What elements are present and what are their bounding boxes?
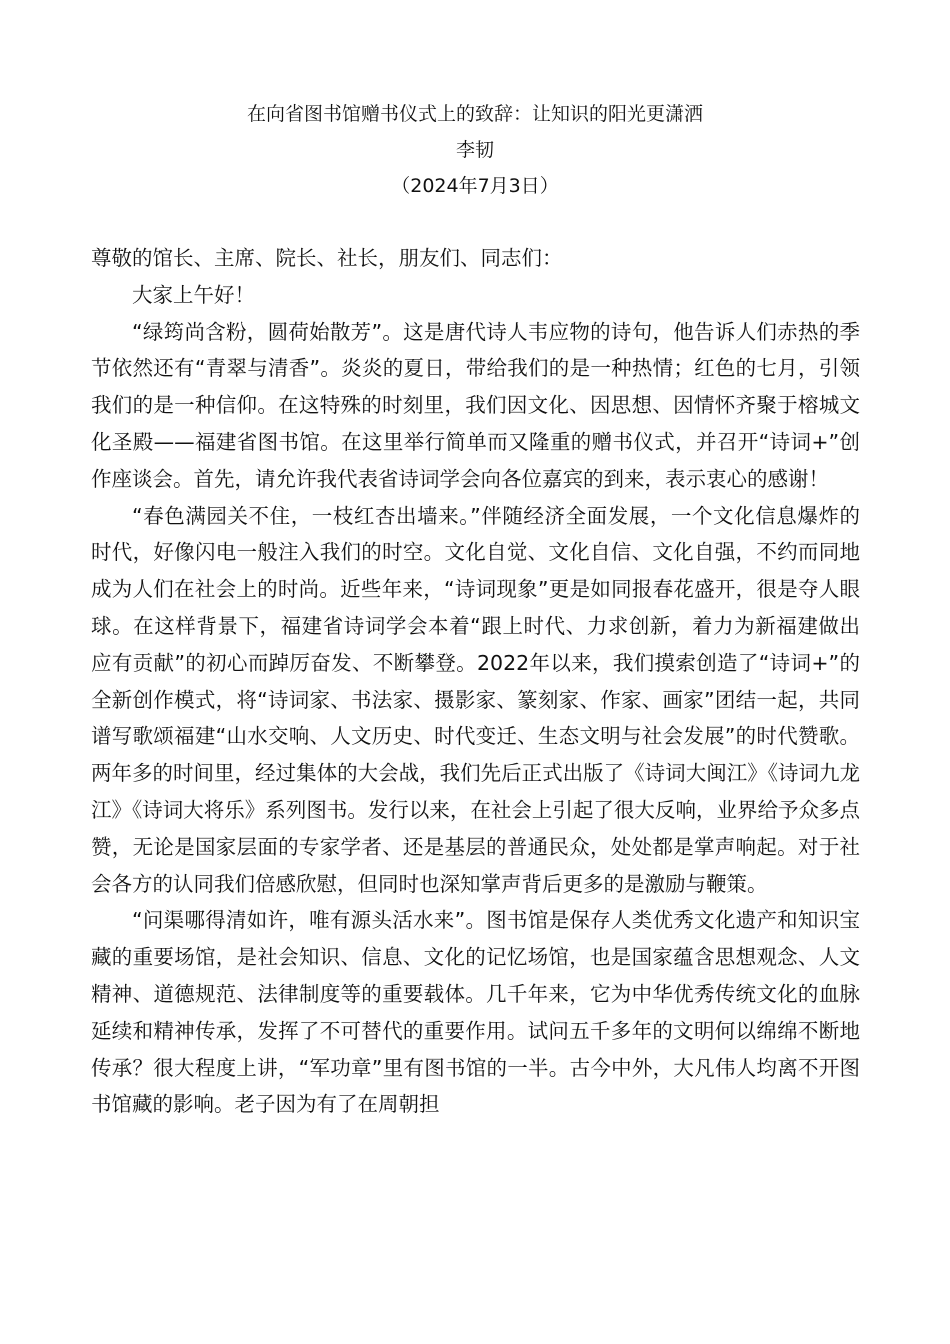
salutation: 尊敬的馆长、主席、院长、社长，朋友们、同志们： bbox=[91, 246, 563, 270]
document-author: 李韧 bbox=[455, 139, 494, 161]
paragraph-2: “春色满园关不住，一枝红杏出墙来。”伴随经济全面发展，一个文化信息爆炸的时代，好像闪电一般注入我们的时空。文化自觉、文化自信、文化自强，不约而同地成为人们在社会上的时尚。近些年来，“诗词现象”更是如同报春花盛开，很是夺人眼球。在这样背景下，福建省诗词学会本着“跟上时代、力求创新，着力为新福建做出应有贡献”的初心而踔厉奋发、不断攀登。2022年以来，我们摸索创造了“诗词+”的全新创作模式，将“诗词家、书法家、摄影家、篆刻家、作家、画家”团结一起，共同谱写歌颂福建“山水交响、人文历史、时代变迁、生态文明与社会发展”的时代赞歌。两年多的时间里，经过集体的大会战，我们先后正式出版了《诗词大闽江》《诗词九龙江》《诗词大将乐》系列图书。发行以来，在社会上引起了很大反响，业界给予众多点赞，无论是国家层面的专家学者、还是基层的普通民众，处处都是掌声响起。对于社会各方的认同我们倍感欣慰，但同时也深知掌声背后更多的是激励与鞭策。 bbox=[91, 503, 860, 896]
paragraph-3: “问渠哪得清如许，唯有源头活水来”。图书馆是保存人类优秀文化遗产和知识宝藏的重要场馆，是社会知识、信息、文化的记忆场馆，也是国家蕴含思想观念、人文精神、道德规范、法律制度等的重要载体。几千年来，它为中华优秀传统文化的血脉延续和精神传承，发挥了不可替代的重要作用。试问五千多年的文明何以绵绵不断地传承？很大程度上讲，“军功章”里有图书馆的一半。古今中外，大凡伟人均离不开图书馆藏的影响。老子因为有了在周朝担 bbox=[91, 908, 860, 1117]
document-header bbox=[0, 96, 950, 204]
document-body bbox=[91, 240, 860, 1123]
document-title: 在向省图书馆赠书仪式上的致辞：让知识的阳光更潇洒 bbox=[246, 103, 703, 125]
paragraph-1: “绿筠尚含粉，圆荷始散芳”。这是唐代诗人韦应物的诗句，他告诉人们赤热的季节依然还有“青翠与清香”。炎炎的夏日，带给我们的是一种热情；红色的七月，引领我们的是一种信仰。在这特殊的时刻里，我们因文化、因思想、因情怀齐聚于榕城文化圣殿——福建省图书馆。在这里举行简单而又隆重的赠书仪式，并召开“诗词+”创作座谈会。首先，请允许我代表省诗词学会向各位嘉宾的到来，表示衷心的感谢！ bbox=[91, 319, 860, 491]
document-date: （2024年7月3日） bbox=[391, 175, 559, 197]
paragraph-greeting: 大家上午好！ bbox=[132, 282, 255, 307]
